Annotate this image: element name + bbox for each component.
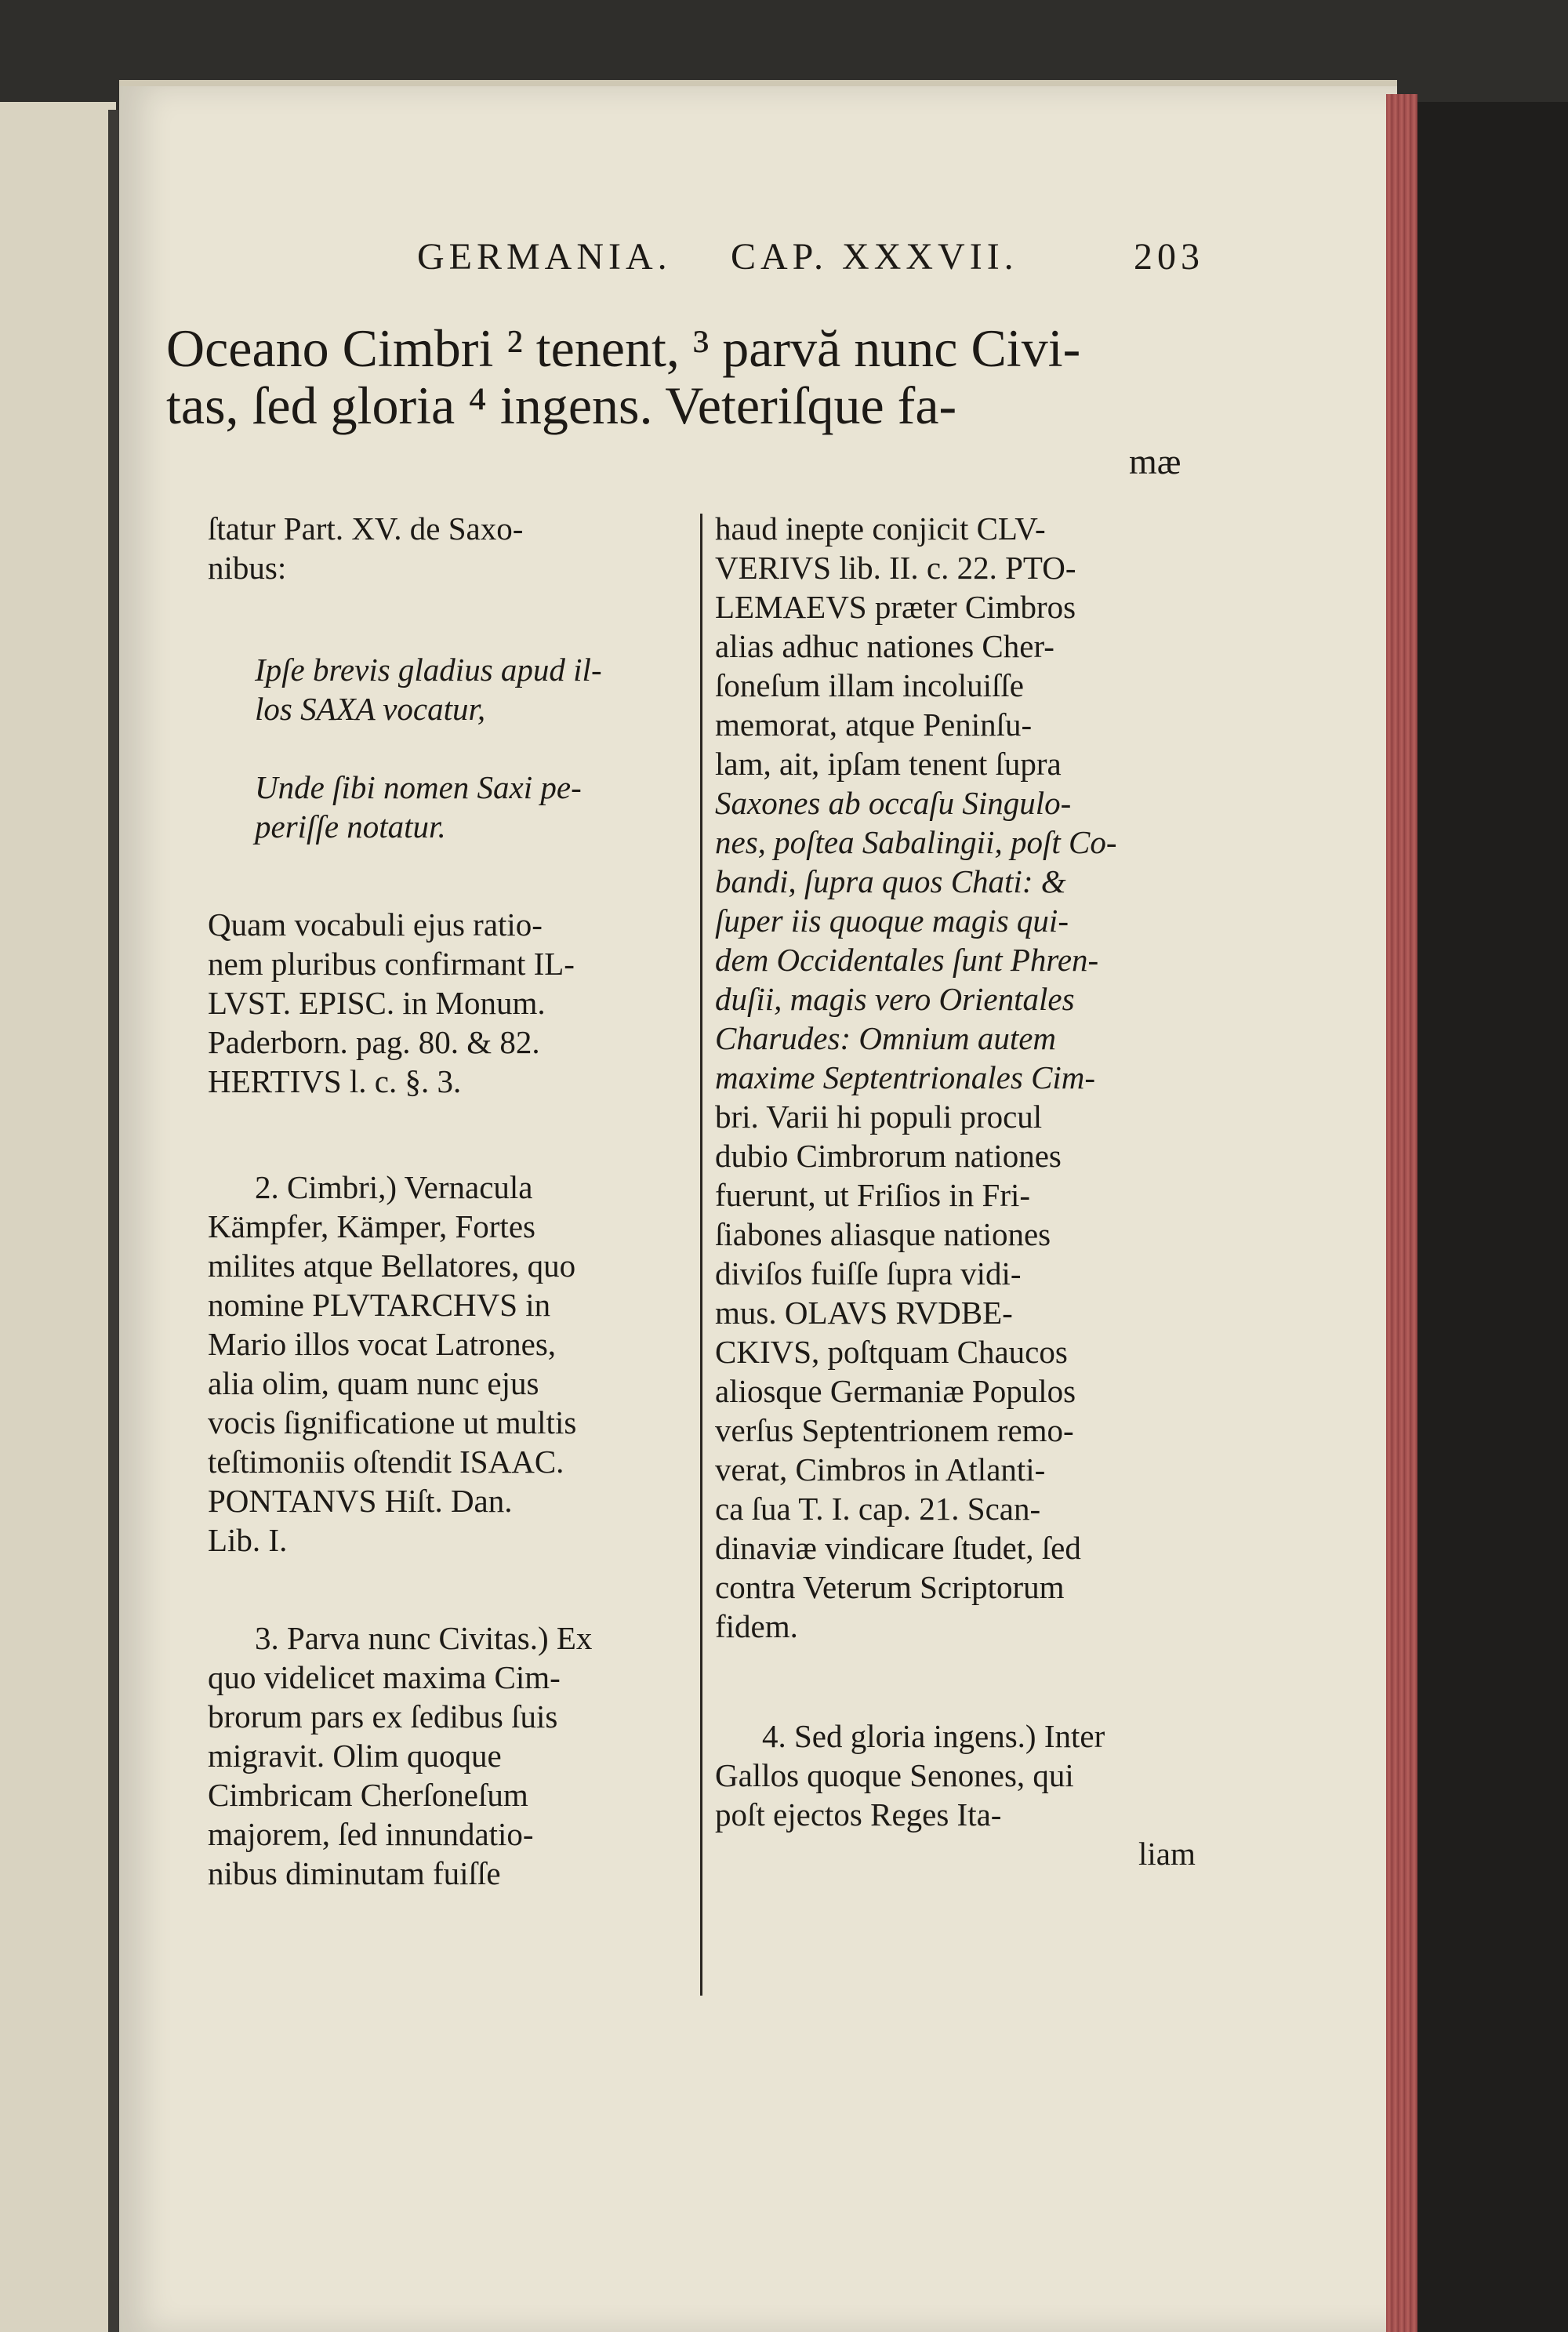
right-line: LEMAEVS præter Cimbros [715,589,1076,625]
left-line: Lib. I. [208,1522,288,1558]
right-line: dubio Cimbrorum nationes [715,1138,1062,1174]
right-line: dinaviæ vindicare ſtudet, ſed [715,1530,1081,1566]
right-line: Saxones ab occaſu Singulo- [715,785,1072,821]
right-line: Gallos quoque Senones, qui [715,1757,1074,1793]
right-line: verſus Septentrionem remo- [715,1412,1074,1448]
left-line: vocis ſignificatione ut multis [208,1404,577,1440]
right-line: contra Veterum Scriptorum [715,1569,1065,1605]
right-line: diviſos fuiſſe ſupra vidi- [715,1255,1022,1291]
right-line: maxime Septentrionales Cim- [715,1059,1096,1095]
left-line-verse: Unde ſibi nomen Saxi pe- [255,769,582,805]
left-line: nibus: [208,550,287,586]
left-line: HERTIVS l. c. §. 3. [208,1063,462,1099]
right-line: Charudes: Omnium autem [715,1020,1057,1056]
right-line: duſii, magis vero Orientales [715,981,1075,1017]
right-line: alias adhuc nationes Cher- [715,628,1054,664]
left-line-verse: Ipſe brevis gladius apud il- [255,652,602,688]
left-line: milites atque Bellatores, quo [208,1248,576,1284]
left-line: PONTANVS Hiſt. Dan. [208,1483,513,1519]
right-line: ſuper iis quoque magis qui- [715,903,1069,939]
left-line: alia olim, quam nunc ejus [208,1365,539,1401]
left-line-verse: los SAXA vocatur, [255,691,486,727]
left-line: Mario illos vocat Latrones, [208,1326,557,1362]
left-line: Quam vocabuli ejus ratio- [208,906,543,943]
left-line: Paderborn. pag. 80. & 82. [208,1024,540,1060]
right-line: CKIVS, poſtquam Chaucos [715,1334,1068,1370]
left-line-note-2: 2. Cimbri,) Vernacula [255,1169,533,1205]
background-shadow [1417,102,1568,2332]
left-line: Kämpfer, Kämper, Fortes [208,1208,535,1244]
left-line: migravit. Olim quoque [208,1738,502,1774]
main-text-line-1: Oceano Cimbri ² tenent, ³ parvă nunc Civi- [166,318,1081,378]
left-line: majorem, ſed innundatio- [208,1816,534,1852]
book-gutter [108,110,119,2332]
right-line: bri. Varii hi populi procul [715,1099,1043,1135]
right-line: bandi, ſupra quos Chati: & [715,863,1066,899]
left-line-note-3: 3. Parva nunc Civitas.) Ex [255,1620,593,1656]
column-divider [700,514,702,1996]
right-line: verat, Cimbros in Atlanti- [715,1451,1046,1487]
left-line: Cimbricam Cherſoneſum [208,1777,528,1813]
right-line: fuerunt, ut Friſios in Fri- [715,1177,1031,1213]
right-line: fidem. [715,1608,798,1644]
right-line: dem Occidentales ſunt Phren- [715,942,1099,978]
right-line: VERIVS lib. II. c. 22. PTO- [715,550,1076,586]
right-line-note-4: 4. Sed gloria ingens.) Inter [762,1718,1105,1754]
right-line: haud inepte conjicit CLV- [715,510,1046,547]
running-head-chapter: CAP. XXXVII. [731,236,1018,278]
red-fore-edge [1386,94,1417,2332]
left-line: LVST. EPISC. in Monum. [208,985,546,1021]
running-head-title: GERMANIA. [417,236,672,278]
left-line: nibus diminutam fuiſſe [208,1855,501,1891]
left-line: nem pluribus confirmant IL- [208,946,575,982]
right-line: lam, ait, ipſam tenent ſupra [715,746,1062,782]
facing-page-edge [0,102,116,2332]
left-line: brorum pars ex ſedibus ſuis [208,1698,558,1734]
right-line: ca ſua T. I. cap. 21. Scan- [715,1491,1041,1527]
right-footnote-column [715,510,1209,2015]
left-line: ſtatur Part. XV. de Saxo- [208,510,524,547]
right-line: ſiabones aliasque nationes [715,1216,1051,1252]
right-line: memorat, atque Peninſu- [715,707,1033,743]
right-line: poſt ejectos Reges Ita- [715,1796,1002,1833]
right-line: aliosque Germaniæ Populos [715,1373,1076,1409]
catchword: mæ [1129,441,1181,481]
left-line-verse: periſſe notatur. [255,808,446,845]
left-line: teſtimoniis oſtendit ISAAC. [208,1444,564,1480]
left-line: nomine PLVTARCHVS in [208,1287,551,1323]
page-number: 203 [1134,236,1204,278]
right-line: nes, poſtea Sabalingii, poſt Co- [715,824,1117,860]
left-line: quo videlicet maxima Cim- [208,1659,561,1695]
left-footnote-column [208,510,694,2015]
main-text-line-2: tas, ſed gloria ⁴ ingens. Veteriſque fa- [166,376,957,435]
running-head [417,235,1204,290]
right-line: ſoneſum illam incoluiſſe [715,667,1024,703]
right-catchword: liam [1138,1836,1196,1872]
right-line: mus. OLAVS RVDBE- [715,1295,1013,1331]
